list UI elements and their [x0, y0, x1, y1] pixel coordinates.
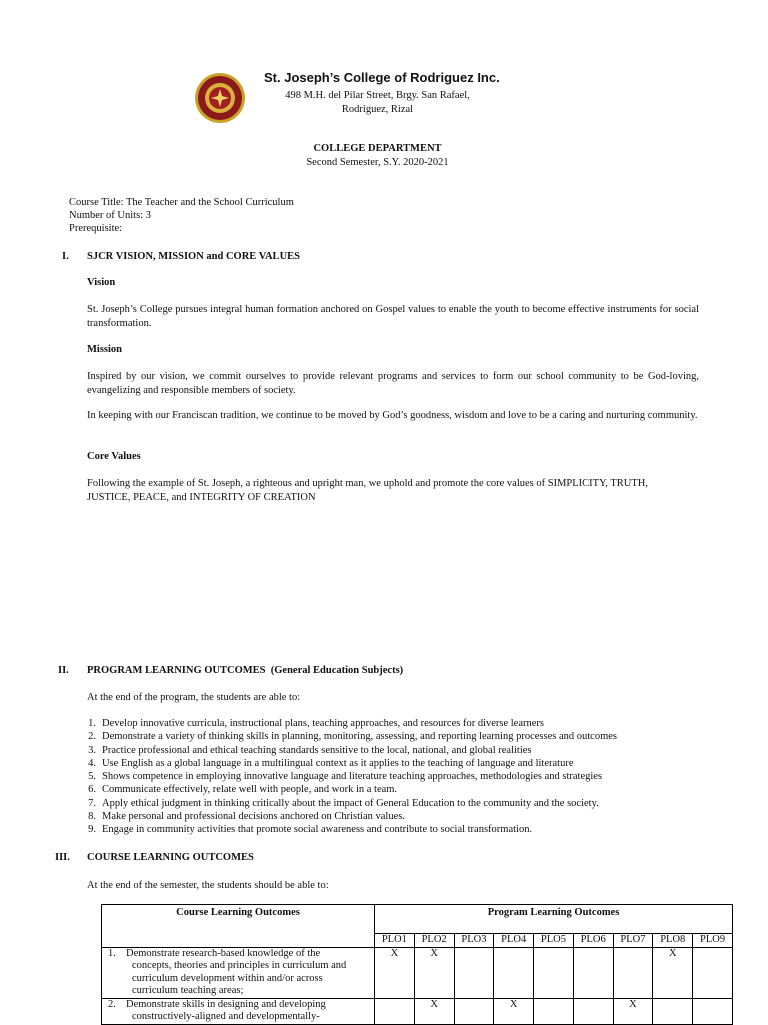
school-address [250, 89, 505, 116]
semester: Second Semester, S.Y. 2020-2021 [306, 157, 449, 168]
course-units: Number of Units: 3 [69, 210, 151, 221]
plo-mark [653, 998, 693, 1024]
list-item: 1. Develop innovative curricula, instructional plans, teaching approaches, and resources for diverse learners [88, 718, 544, 729]
mission-text-1: Inspired by our vision, we commit ourselves to provide relevant programs and services to form our school community to be God-loving, evangelizing and responsible members of society. [87, 371, 699, 396]
list-item: 8. Make personal and professional decisions anchored on Christian values. [88, 811, 405, 823]
vision-text: St. Joseph’s College pursues integral human formation anchored on Gospel values to enable the youth to become effective instruments for social transformation. [87, 304, 699, 329]
plo-mark [613, 947, 653, 998]
section-2-number: II. [58, 665, 69, 676]
list-item: 6. Communicate effectively, relate well with people, and work in a team. [88, 784, 398, 796]
plo-header: PLO7 [613, 934, 653, 948]
address-line-1: 498 M.H. del Pilar Street, Brgy. San Rafael, [285, 90, 470, 101]
course-outcomes-table [101, 904, 733, 1025]
vision-heading: Vision [87, 277, 116, 288]
mission-heading: Mission [87, 344, 123, 355]
department-block [240, 142, 515, 170]
clo-description: 2. Demonstrate skills in designing and developing constructively-aligned and developmentally- [102, 998, 375, 1024]
table-row [102, 947, 733, 998]
plo-mark [693, 947, 733, 998]
plo-header: PLO3 [454, 934, 494, 948]
course-info [69, 196, 294, 235]
core-values-heading: Core Values [87, 451, 141, 462]
plo-mark [534, 998, 574, 1024]
plo-mark [454, 998, 494, 1024]
section-2-title: PROGRAM LEARNING OUTCOMES (General Education Subjects) [87, 665, 404, 676]
plo-mark [693, 998, 733, 1024]
plo-header: PLO8 [653, 934, 693, 948]
mission-text-2: In keeping with our Franciscan tradition, we continue to be moved by God’s goodness, wisdom and love to be a caring and nurturing community. [87, 410, 698, 421]
list-item: 4. Use English as a global language in a multilingual context as it applies to the teaching of language and literature [88, 757, 574, 769]
college-seal-logo [194, 72, 246, 124]
section-1-title: SJCR VISION, MISSION and CORE VALUES [87, 251, 300, 262]
plo-mark [454, 947, 494, 998]
section-3-number: III. [55, 852, 70, 863]
list-item: 3. Practice professional and ethical teaching standards sensitive to the local, national, and global realities [88, 744, 532, 756]
plo-header: PLO4 [494, 934, 534, 948]
plo-mark: X [653, 947, 693, 998]
list-item: 7. Apply ethical judgment in thinking critically about the impact of General Education to the community and the society. [88, 797, 599, 809]
plo-mark [375, 998, 415, 1024]
list-item: 2. Demonstrate a variety of thinking skills in planning, monitoring, assessing, and reporting learning processes and outcomes [88, 731, 617, 743]
school-name: St. Joseph’s College of Rodriguez Inc. [264, 70, 500, 85]
plo-mark [534, 947, 574, 998]
clo-column-header: Course Learning Outcomes [102, 905, 375, 948]
address-line-2: Rodriguez, Rizal [341, 103, 414, 115]
course-prerequisite: Prerequisite: [69, 223, 123, 234]
plo-mark [573, 947, 613, 998]
table-header-row [102, 905, 733, 934]
section-3-intro: At the end of the semester, the students should be able to: [87, 880, 329, 891]
plo-mark [573, 998, 613, 1024]
plo-header: PLO1 [375, 934, 415, 948]
plo-mark: X [494, 998, 534, 1024]
plo-column-header: Program Learning Outcomes [375, 905, 733, 934]
section-2-intro: At the end of the program, the students are able to: [87, 692, 301, 703]
plo-mark [494, 947, 534, 998]
plo-mark: X [375, 947, 415, 998]
plo-header: PLO9 [693, 934, 733, 948]
plo-header: PLO6 [573, 934, 613, 948]
course-title: Course Title: The Teacher and the School Curriculum [69, 197, 294, 208]
section-3-title: COURSE LEARNING OUTCOMES [87, 852, 254, 863]
department-title: COLLEGE DEPARTMENT [313, 143, 442, 154]
section-1-number: I. [62, 251, 69, 262]
clo-description: 1. Demonstrate research-based knowledge of the concepts, theories and principles in curriculum and curriculum development within and/or across curriculum teaching areas; [102, 947, 375, 998]
plo-mark: X [613, 998, 653, 1024]
list-item: 9. Engage in community activities that promote social awareness and contribute to social transformation. [88, 824, 533, 836]
plo-header: PLO5 [534, 934, 574, 948]
plo-mark: X [414, 998, 454, 1024]
list-item: 5. Shows competence in employing innovative language and literature teaching approaches, methodologies and strategies [88, 771, 603, 783]
table-row [102, 998, 733, 1024]
core-values-text: Following the example of St. Joseph, a righteous and upright man, we uphold and promote the core values of SIMPLICITY, TRUTH, JUSTICE, PEACE, and INTEGRITY OF CREATION [87, 478, 648, 503]
program-outcomes-list [80, 717, 617, 837]
plo-header: PLO2 [414, 934, 454, 948]
plo-mark: X [414, 947, 454, 998]
